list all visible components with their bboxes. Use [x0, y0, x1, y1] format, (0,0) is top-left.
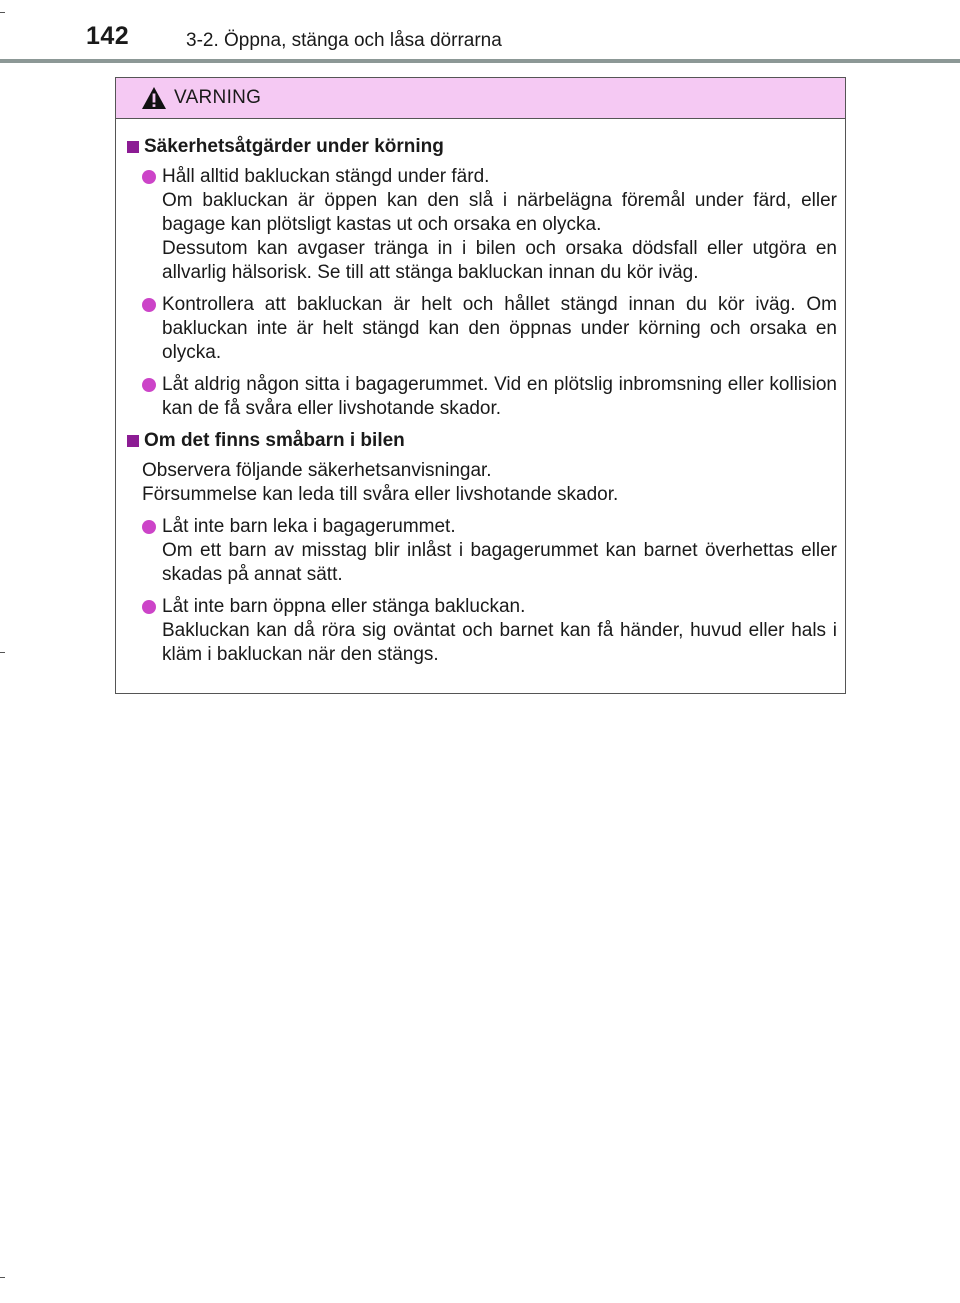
page-number: 142: [86, 22, 130, 50]
item-line: Om ett barn av misstag blir inlåst i bagagerummet kan barnet överhettas eller skadas på annat sätt.: [162, 540, 837, 585]
crop-mark: [0, 1277, 5, 1278]
item-line: Kontrollera att bakluckan är helt och hållet stängd innan du kör iväg. Om bakluckan inte är helt stängd kan den öppnas under körning och orsaka en olycka.: [162, 294, 837, 363]
intro-line: Försummelse kan leda till svåra eller livshotande skador.: [142, 484, 619, 505]
warning-body: [116, 119, 845, 667]
section-title: 3-2. Öppna, stänga och låsa dörrarna: [186, 30, 502, 51]
bullet-dot-icon: [142, 170, 156, 184]
section-heading-text: Säkerhetsåtgärder under körning: [144, 136, 444, 157]
square-bullet-icon: [127, 141, 139, 153]
item-line: Låt aldrig någon sitta i bagagerummet. Vid en plötslig inbromsning eller kollision kan de få svåra eller livshotande skador.: [162, 374, 837, 419]
warning-box: [115, 77, 846, 694]
intro-line: Observera följande säkerhetsanvisningar.: [142, 460, 492, 481]
bullet-dot-icon: [142, 298, 156, 312]
bullet-dot-icon: [142, 600, 156, 614]
section-intro: [142, 459, 837, 507]
crop-mark: [0, 12, 5, 13]
warning-header: [116, 78, 845, 119]
item-line: Låt inte barn leka i bagagerummet.: [162, 516, 456, 537]
square-bullet-icon: [127, 435, 139, 447]
bullet-dot-icon: [142, 520, 156, 534]
item-line: Om bakluckan är öppen kan den slå i närbelägna föremål under färd, eller bagage kan plötsligt kastas ut och orsaka en olycka.: [162, 190, 837, 235]
list-item: [142, 595, 837, 667]
item-line: Bakluckan kan då röra sig oväntat och barnet kan få händer, huvud eller hals i kläm i bakluckan när den stängs.: [162, 620, 837, 665]
warning-triangle-icon: [141, 86, 167, 110]
list-item: [142, 515, 837, 587]
crop-mark: [0, 652, 5, 653]
header-rule: [0, 59, 960, 63]
list-item: [142, 373, 837, 421]
item-line: Håll alltid bakluckan stängd under färd.: [162, 166, 490, 187]
section-heading-text: Om det finns småbarn i bilen: [144, 430, 405, 451]
warning-label: VARNING: [174, 87, 262, 108]
section-heading: [125, 135, 837, 159]
section-heading: [125, 429, 837, 453]
item-line: Låt inte barn öppna eller stänga bakluckan.: [162, 596, 526, 617]
bullet-dot-icon: [142, 378, 156, 392]
list-item: [142, 293, 837, 365]
item-line: Dessutom kan avgaser tränga in i bilen och orsaka dödsfall eller utgöra en allvarlig hälsorisk. Se till att stänga bakluckan innan du kör iväg.: [162, 238, 837, 283]
list-item: [142, 165, 837, 285]
